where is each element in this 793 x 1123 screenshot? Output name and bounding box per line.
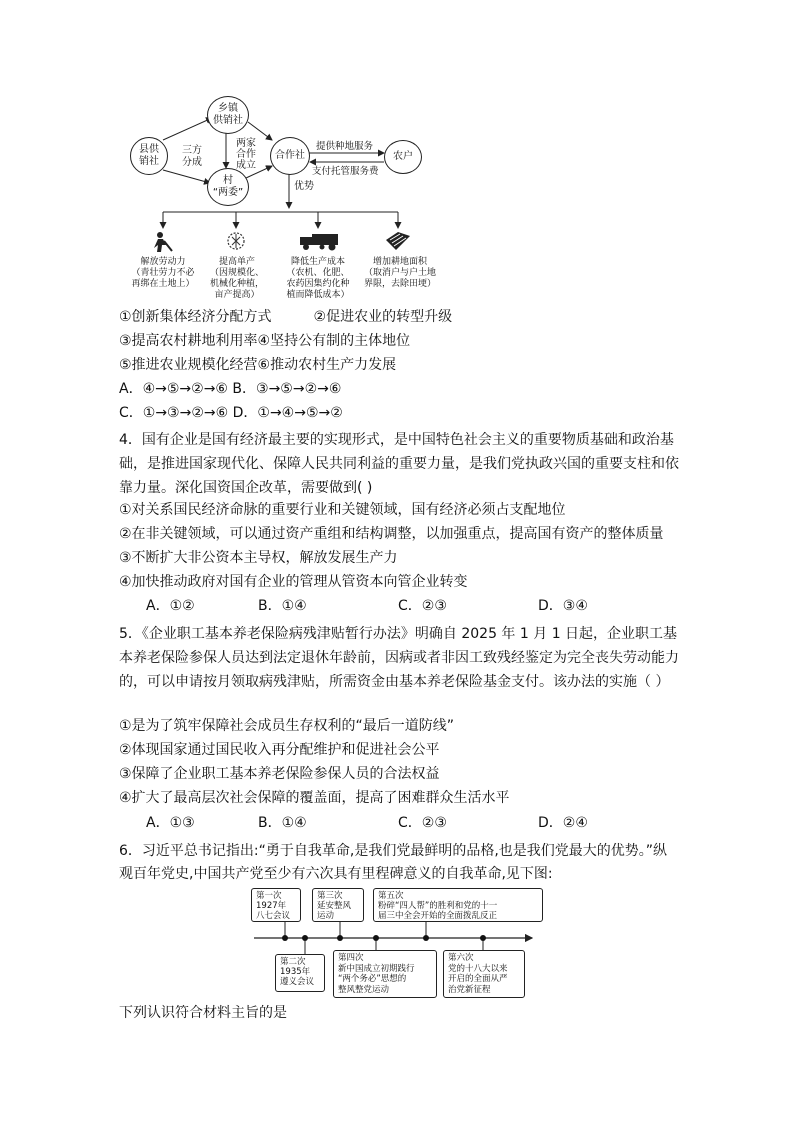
q5-option-1: ①是为了筑牢保障社会成员生存权利的“最后一道防线”: [119, 718, 455, 734]
timeline-second: 第二次 1935年 遵义会议: [275, 954, 325, 992]
q3-options-row-2: ③提高农村耕地利用率④坚持公有制的主体地位: [119, 333, 411, 349]
two-party-label: 两家 合作 成立: [236, 138, 256, 171]
q6-question-tail: 下列认识符合材料主旨的是: [119, 1005, 287, 1021]
county-coop-node: 县供 销社: [130, 137, 168, 175]
three-party-label: 三方 分成: [182, 145, 202, 168]
cooperative-diagram: [0, 0, 793, 305]
outcome-4: [350, 257, 450, 290]
q5-option-3: ③保障了企业职工基本养老保险参保人员的合法权益: [119, 766, 440, 782]
q5-stem: 5．《企业职工基本养老保险病残津贴暂行办法》明确自 2025 年 1 月 1 日起，企业职工基本养老保险参保人员达到法定退休年龄前，因病或者非因工致残经鉴定为完全丧失劳动能力的，可以申请按月领取病残津贴，所需资金由基本养老保险基金支付。该办法的实施（ ）: [119, 626, 679, 690]
outcome-title: 提高单产: [218, 257, 255, 267]
outcome-2: [196, 257, 278, 301]
township-coop-node: 乡镇 供销社: [207, 96, 249, 134]
timeline-third: 第三次 延安整风 运动: [312, 888, 364, 922]
tractor-icon: [298, 231, 344, 251]
q5-option-4: ④扩大了最高层次社会保障的覆盖面，提高了困难群众生活水平: [119, 790, 510, 806]
q5-choice-d[interactable]: D．②④: [538, 815, 588, 831]
grain-icon: [225, 230, 247, 252]
village-committee-node: 村 “两委”: [207, 168, 249, 206]
cooperative-node: 合作社: [270, 137, 310, 175]
q5-choice-c[interactable]: C．②③: [398, 815, 447, 831]
outcome-title: 增加耕地面积: [372, 257, 427, 267]
outcome-title: 降低生产成本: [290, 257, 345, 267]
outcome-title: 解放劳动力: [140, 257, 186, 267]
timeline-sixth: 第六次 党的十八大以来 开启的全面从严 治党新征程: [443, 950, 525, 998]
q4-choice-c[interactable]: C．②③: [398, 598, 447, 614]
q6-stem: 6．习近平总书记指出:“勇于自我革命,是我们党最鲜明的品格,也是我们党最大的优势。”纵观百年党史,中国共产党至少有六次具有里程碑意义的自我革命,见下图:: [119, 843, 668, 882]
q4-stem: 4．国有企业是国有经济最主要的实现形式，是中国特色社会主义的重要物质基础和政治基础，是推进国家现代化、保障人民共同利益的重要力量，是我们党执政兴国的重要支柱和依靠力量。深化国资国企改革，需要做到( ): [119, 432, 679, 496]
q4-choice-d[interactable]: D．③④: [538, 598, 588, 614]
q3-answers-row-1[interactable]: A．④→⑤→②→⑥ B．③→⑤→②→⑥: [119, 381, 342, 397]
worker-icon: [150, 231, 176, 253]
outcome-note: （青壮劳力不必 再绑在土地上）: [131, 268, 195, 289]
farmer-node: 农户: [384, 140, 422, 174]
timeline-fifth: 第五次 粉碎“四人帮”的胜利和党的十一 届三中全会开始的全面拨乱反正: [373, 888, 543, 922]
q3-options-row-3: ⑤推进农业规模化经营⑥推动农村生产力发展: [119, 357, 397, 373]
q4-choice-b[interactable]: B．①④: [258, 598, 307, 614]
q3-options-row-1: ①创新集体经济分配方式 ②促进农业的转型升级: [119, 309, 453, 325]
q4-choice-a[interactable]: A．①②: [146, 598, 195, 614]
pay-fee-label: 支付托管服务费: [312, 166, 379, 177]
timeline-fourth: 第四次 新中国成立初期践行 “两个务必”思想的 整风整党运动: [333, 950, 437, 998]
advantage-label: 优势: [294, 181, 314, 192]
q4-option-3: ③不断扩大非公资本主导权，解放发展生产力: [119, 550, 398, 566]
outcome-note: （农机、化肥、 农药因集约化种 植而降低成本）: [286, 268, 350, 300]
q3-answers-row-2[interactable]: C．①→③→②→⑥ D．①→④→⑤→②: [119, 405, 343, 421]
q4-option-1: ①对关系国民经济命脉的重要行业和关键领域，国有经济必须占支配地位: [119, 502, 566, 518]
timeline-first: 第一次 1927年 八七会议: [251, 888, 301, 922]
q4-option-4: ④加快推动政府对国有企业的管理从管资本向管企业转变: [119, 574, 468, 590]
provide-service-label: 提供种地服务: [316, 141, 374, 152]
q5-choice-a[interactable]: A．①③: [146, 815, 195, 831]
q5-option-2: ②体现国家通过国民收入再分配维护和促进社会公平: [119, 742, 440, 758]
q4-option-2: ②在非关键领域，可以通过资产重组和结构调整，以加强重点，提高国有资产的整体质量: [119, 526, 664, 542]
field-icon: [384, 230, 412, 252]
outcome-note: （因规模化、 机械化种植， 亩产提高）: [209, 268, 264, 300]
q5-choice-b[interactable]: B．①④: [258, 815, 307, 831]
outcome-note: （取消户与户土地 界限，去除田埂）: [363, 268, 436, 289]
self-revolution-timeline: [0, 880, 793, 1000]
